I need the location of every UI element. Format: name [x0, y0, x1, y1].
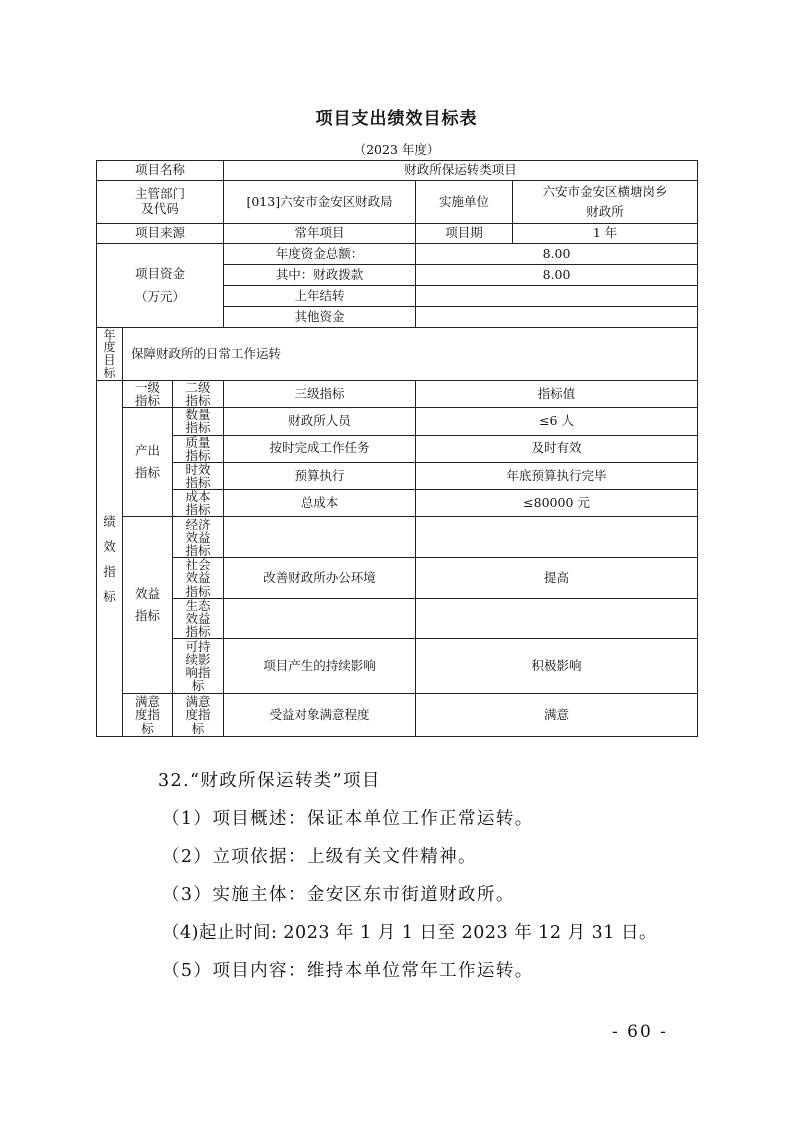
output-l3-1: 按时完成工作任务 — [224, 435, 416, 462]
header-l2 — [173, 381, 224, 408]
funds-total-label: 年度资金总额： — [224, 244, 416, 265]
benefit-l2-2-stack-line-1: 生态 — [185, 597, 211, 613]
funds-label — [97, 244, 224, 328]
benefit-l2-0-stack — [173, 518, 223, 557]
funds-carryover-value — [416, 286, 698, 307]
output-label — [123, 408, 173, 517]
table-row — [97, 517, 698, 558]
source-label: 项目来源 — [97, 224, 224, 244]
output-label-stack-line-1: 产出 — [134, 442, 160, 458]
annual-goal-label-stack-line-3: 目 — [103, 353, 116, 367]
benefit-label — [123, 517, 173, 694]
funds-label-line-1: 项目资金 — [135, 266, 186, 281]
funds-fiscal-value: 8.00 — [416, 265, 698, 286]
page-title: 项目支出绩效目标表 — [315, 109, 478, 129]
benefit-l2-0-stack-line-1: 经济 — [185, 516, 211, 532]
table-row — [97, 639, 698, 694]
project-name-value: 财政所保运转类项目 — [224, 161, 698, 181]
benefit-l3-2 — [224, 598, 416, 638]
benefit-l2-3-stack — [173, 640, 223, 693]
benefit-l2-0 — [173, 517, 224, 558]
output-l2-2-stack-line-1: 时效 — [185, 461, 211, 477]
table-row — [97, 244, 698, 265]
output-label-stack — [123, 440, 172, 485]
annual-goal-label — [97, 328, 123, 381]
satisfaction-l2-0-stack-line-1: 满意 — [185, 694, 211, 710]
header-l1 — [123, 381, 173, 408]
satisfaction-value-0: 满意 — [416, 694, 698, 737]
output-l2-0-stack — [173, 408, 223, 434]
satisfaction-l3-0: 受益对象满意程度 — [224, 694, 416, 737]
output-value-0: ≤6 人 — [416, 408, 698, 435]
output-l2-1 — [173, 435, 224, 462]
output-l2-0-stack-line-2: 指标 — [185, 420, 211, 436]
table-row — [97, 490, 698, 517]
body-item-5: （5）项目内容：维持本单位常年工作运转。 — [162, 961, 534, 981]
output-l3-0: 财政所人员 — [224, 408, 416, 435]
satisfaction-label — [123, 694, 173, 737]
header-l1-stack-line-2: 指标 — [134, 393, 160, 409]
header-l2-stack — [173, 381, 223, 407]
body-heading: 32.“财政所保运转类”项目 — [158, 771, 381, 791]
page-number: - 60 - — [612, 1022, 668, 1042]
indicators-label-stack-line-1: 绩 — [103, 513, 116, 529]
benefit-l2-3-stack-line-3: 响指 — [185, 665, 211, 680]
funds-other-label: 其他资金 — [224, 307, 416, 328]
benefit-l2-2-stack-line-3: 指标 — [185, 623, 211, 639]
page-subtitle: （2023 年度） — [353, 142, 440, 157]
table-row — [97, 381, 698, 408]
annual-goal-label-stack-line-1: 年 — [103, 327, 116, 342]
table-row — [97, 408, 698, 435]
funds-total-value: 8.00 — [416, 244, 698, 265]
funds-other-value — [416, 307, 698, 328]
benefit-l3-0 — [224, 517, 416, 558]
body-item-3: （3）实施主体：金安区东市街道财政所。 — [162, 885, 515, 905]
funds-label-line-2: （万元） — [135, 288, 186, 304]
benefit-l2-1-stack-line-1: 社会 — [185, 557, 211, 573]
table-row — [97, 435, 698, 462]
output-l2-1-stack — [173, 436, 223, 462]
indicators-label-stack-line-3: 指 — [103, 563, 116, 579]
satisfaction-label-stack-line-1: 满意 — [134, 694, 160, 710]
output-l2-3-stack-line-1: 成本 — [185, 489, 211, 504]
annual-goal-label-stack-line-4: 标 — [103, 365, 116, 380]
header-value: 指标值 — [416, 381, 698, 408]
annual-goal-label-stack — [97, 329, 122, 379]
benefit-l2-3 — [173, 639, 224, 694]
benefit-l2-3-stack-line-4: 标 — [191, 678, 205, 694]
indicators-label-stack-line-4: 标 — [103, 588, 116, 604]
benefit-value-1: 提高 — [416, 558, 698, 598]
dept-label — [97, 181, 224, 224]
indicators-label — [97, 381, 123, 737]
source-value: 常年项目 — [224, 224, 416, 244]
project-name-label: 项目名称 — [97, 161, 224, 181]
table-row — [97, 181, 698, 224]
satisfaction-label-stack-line-2: 度指 — [134, 707, 160, 723]
body-item-4: （4)起止时间: 2023 年 1 月 1 日至 2023 年 12 月 31 日。 — [162, 923, 657, 943]
output-l2-2-stack — [173, 463, 223, 489]
benefit-l2-1 — [173, 558, 224, 598]
table-row — [97, 558, 698, 598]
benefit-l2-2-stack-line-2: 效益 — [185, 610, 211, 626]
table-row — [97, 161, 698, 181]
output-l3-3: 总成本 — [224, 490, 416, 517]
annual-goal-label-stack-line-2: 度 — [103, 340, 116, 355]
satisfaction-l2-0-stack — [173, 695, 223, 734]
benefit-l2-1-stack-line-2: 效益 — [185, 570, 211, 586]
benefit-l2-2 — [173, 598, 224, 638]
benefit-l2-0-stack-line-2: 效益 — [185, 529, 211, 545]
table-row — [97, 462, 698, 489]
indicators-label-stack — [97, 509, 122, 609]
benefit-value-2 — [416, 598, 698, 638]
table-row — [97, 598, 698, 638]
satisfaction-label-stack-line-3: 标 — [141, 720, 154, 736]
dept-label-line-2: 及代码 — [141, 201, 179, 216]
benefit-label-stack-line-1: 效益 — [134, 585, 160, 601]
dept-value: [013]六安市金安区财政局 — [224, 181, 416, 224]
output-l2-2 — [173, 462, 224, 489]
funds-fiscal-label: 其中：财政拨款 — [224, 265, 416, 286]
benefit-l2-2-stack — [173, 599, 223, 638]
output-l2-2-stack-line-2: 指标 — [185, 474, 211, 490]
output-value-3: ≤80000 元 — [416, 490, 698, 517]
output-value-1: 及时有效 — [416, 435, 698, 462]
table-row — [97, 328, 698, 381]
output-l2-3-stack — [173, 490, 223, 516]
funds-carryover-label: 上年结转 — [224, 286, 416, 307]
benefit-value-0 — [416, 517, 698, 558]
header-l1-stack — [123, 381, 172, 407]
benefit-value-3: 积极影响 — [416, 639, 698, 694]
indicators-label-stack-line-2: 效 — [103, 538, 116, 554]
body-item-1: （1）项目概述：保证本单位工作正常运转。 — [162, 809, 534, 829]
performance-target-table — [96, 160, 698, 737]
benefit-l2-1-stack — [173, 558, 223, 597]
body-item-2: （2）立项依据：上级有关文件精神。 — [162, 847, 477, 867]
satisfaction-l2-0-stack-line-3: 标 — [191, 720, 205, 736]
output-value-2: 年底预算执行完毕 — [416, 462, 698, 489]
unit-value-line-2: 财政所 — [586, 204, 624, 219]
period-value: 1 年 — [513, 224, 698, 244]
table-row — [97, 694, 698, 737]
period-label: 项目期 — [416, 224, 513, 244]
output-l2-1-stack-line-2: 指标 — [185, 447, 211, 463]
header-l3: 三级指标 — [224, 381, 416, 408]
benefit-l3-3: 项目产生的持续影响 — [224, 639, 416, 694]
dept-label-line-1: 主管部门 — [135, 186, 186, 202]
output-l2-1-stack-line-1: 质量 — [185, 434, 211, 450]
benefit-l2-1-stack-line-3: 指标 — [185, 583, 211, 599]
benefit-l2-3-stack-line-1: 可持 — [185, 638, 211, 654]
output-l2-3-stack-line-2: 指标 — [185, 502, 211, 518]
unit-value — [513, 181, 698, 224]
satisfaction-l2-0-stack-line-2: 度指 — [185, 707, 211, 723]
satisfaction-l2-0 — [173, 694, 224, 737]
header-l2-stack-line-1: 二级 — [185, 380, 211, 395]
benefit-label-stack-line-2: 指标 — [134, 608, 160, 624]
unit-value-line-1: 六安市金安区横塘岗乡 — [542, 184, 668, 199]
header-l2-stack-line-2: 指标 — [185, 393, 211, 409]
benefit-l2-0-stack-line-3: 指标 — [185, 542, 211, 558]
benefit-l3-1: 改善财政所办公环境 — [224, 558, 416, 598]
benefit-label-stack — [123, 583, 172, 628]
output-l2-3 — [173, 490, 224, 517]
annual-goal-value: 保障财政所的日常工作运转 — [123, 328, 698, 381]
output-l2-0 — [173, 408, 224, 435]
output-label-stack-line-2: 指标 — [134, 465, 160, 481]
benefit-l2-3-stack-line-2: 续影 — [185, 651, 211, 667]
output-l2-0-stack-line-1: 数量 — [185, 407, 211, 423]
output-l3-2: 预算执行 — [224, 462, 416, 489]
header-l1-stack-line-1: 一级 — [134, 380, 160, 395]
unit-label: 实施单位 — [416, 181, 513, 224]
satisfaction-label-stack — [123, 695, 172, 734]
table-row — [97, 224, 698, 244]
